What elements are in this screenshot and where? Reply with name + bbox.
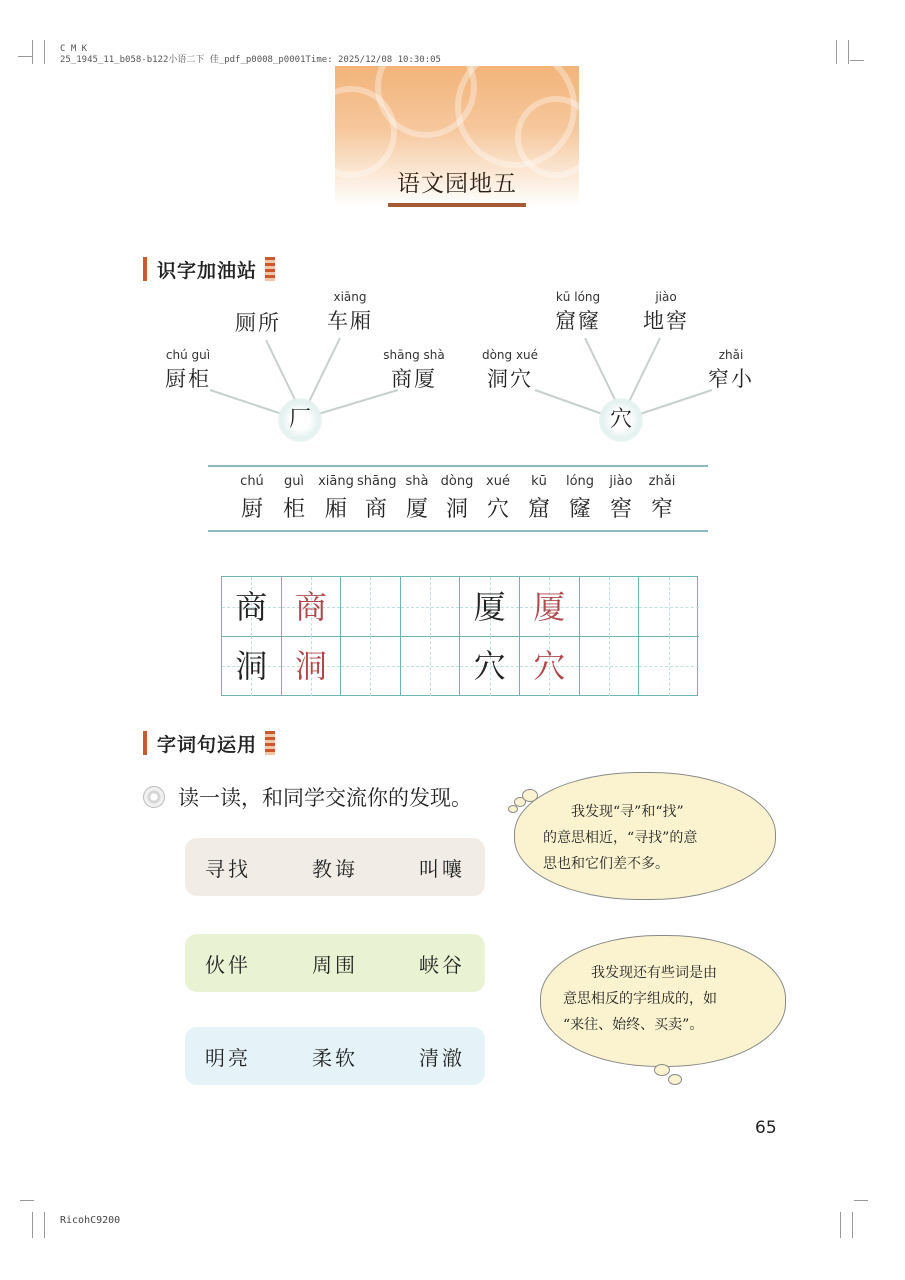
grid-cell	[282, 636, 342, 696]
hanzi: 厕所	[235, 311, 281, 335]
word: 清澈	[419, 1045, 465, 1070]
hanzi: 穴	[486, 497, 509, 522]
pinyin: chú guì	[165, 348, 211, 362]
strip-char	[520, 474, 558, 523]
web-line	[626, 338, 660, 408]
page-number: 65	[755, 1118, 777, 1138]
model-char: 厦	[473, 588, 506, 626]
strip-char	[438, 474, 476, 523]
radical-hub: 穴	[599, 398, 643, 442]
crop-mark	[44, 1212, 45, 1238]
web-line	[210, 390, 288, 416]
strip-char	[643, 474, 681, 523]
strip-char	[317, 474, 355, 523]
web-word	[634, 290, 698, 335]
printer-label: RicohC9200	[60, 1215, 121, 1226]
grid-cell	[460, 577, 520, 637]
hanzi: 厢	[324, 497, 347, 522]
unit-title: 语文园地五	[397, 171, 517, 197]
grid-cell[interactable]	[639, 636, 699, 696]
crop-mark	[20, 1200, 34, 1201]
strip-char	[233, 474, 271, 523]
pinyin: zhǎi	[648, 474, 676, 489]
grid-cell[interactable]	[401, 577, 461, 637]
word: 寻找	[205, 856, 251, 881]
strip-char	[602, 474, 640, 523]
hanzi: 柜	[282, 497, 305, 522]
hanzi: 商厦	[391, 367, 437, 391]
bubble-text: 的意思相近，“寻找”的意	[543, 830, 698, 846]
hanzi: 商	[364, 497, 387, 522]
word: 教诲	[312, 856, 358, 881]
hanzi: 窟窿	[555, 309, 601, 333]
word: 伙伴	[205, 952, 251, 977]
grid-cell[interactable]	[580, 577, 640, 637]
grid-cell	[460, 636, 520, 696]
print-job-info: 25_1945_11_b058-b122小语二下 佳_pdf_p0008_p0001Time: 2025/12/08 10:30:05	[60, 55, 441, 65]
pinyin: xué	[486, 474, 510, 489]
thought-bubble	[540, 935, 786, 1067]
grid-cell[interactable]	[639, 577, 699, 637]
web-line	[640, 390, 712, 414]
crop-mark	[854, 1200, 868, 1201]
hanzi: 地窖	[643, 309, 689, 333]
section-title: 识字加油站	[157, 259, 258, 282]
pinyin	[226, 292, 290, 307]
hanzi: 窿	[568, 497, 591, 522]
thought-dot	[654, 1064, 670, 1076]
bubble-text: 我发现还有些词是由	[591, 965, 717, 981]
hanzi: 厨柜	[165, 367, 211, 391]
strip-char	[275, 474, 313, 523]
pinyin: xiāng	[318, 474, 354, 489]
grid-cell[interactable]	[341, 577, 401, 637]
section-header-word-use	[143, 729, 275, 757]
web-word	[478, 348, 542, 393]
trace-char: 厦	[533, 588, 566, 626]
word-group	[185, 838, 485, 896]
web-word	[226, 292, 290, 337]
hanzi: 厨	[240, 497, 263, 522]
trace-char: 洞	[294, 647, 327, 685]
web-word	[546, 290, 610, 335]
bubble-text: “来往、始终、买卖”。	[563, 1017, 704, 1033]
thought-bubble	[514, 772, 776, 900]
pinyin: xiāng	[333, 290, 367, 304]
word: 明亮	[205, 1045, 251, 1070]
word-group	[185, 1027, 485, 1085]
pinyin: guì	[283, 474, 305, 489]
grid-cell	[222, 577, 282, 637]
strip-char	[561, 474, 599, 523]
writing-grid	[221, 576, 698, 696]
pinyin: kū lóng	[555, 290, 601, 304]
pinyin: zhǎi	[718, 348, 744, 362]
grid-cell	[520, 636, 580, 696]
pinyin: jiào	[655, 290, 677, 304]
word-web-lines	[0, 0, 905, 470]
hanzi: 窟	[527, 497, 550, 522]
exercise-bullet-icon	[143, 786, 165, 808]
web-line	[535, 390, 608, 416]
web-line	[306, 338, 340, 408]
pinyin: chú	[240, 474, 264, 489]
strip-char	[357, 474, 395, 523]
web-word	[318, 290, 382, 335]
model-char: 穴	[473, 647, 506, 685]
web-line	[318, 390, 398, 414]
crop-mark	[840, 1212, 841, 1238]
hanzi: 窄	[650, 497, 673, 522]
strip-char	[479, 474, 517, 523]
word: 峡谷	[419, 952, 465, 977]
hanzi: 洞	[445, 497, 468, 522]
section-bar	[143, 731, 147, 755]
hanzi: 窖	[609, 497, 632, 522]
model-char: 商	[235, 588, 268, 626]
grid-cell	[520, 577, 580, 637]
trace-char: 穴	[533, 647, 566, 685]
hanzi: 窄小	[708, 367, 754, 391]
radical-hub: 厂	[278, 398, 322, 442]
word: 周围	[312, 952, 358, 977]
section-title: 字词句运用	[157, 733, 258, 756]
grid-cell[interactable]	[341, 636, 401, 696]
pinyin: jiào	[609, 474, 633, 489]
pinyin: lóng	[565, 474, 595, 489]
thought-dot	[668, 1074, 682, 1085]
model-char: 洞	[235, 647, 268, 685]
print-color-marks: C M K	[60, 44, 88, 54]
word: 叫嚷	[419, 856, 465, 881]
hanzi: 洞穴	[487, 367, 533, 391]
strip-char	[398, 474, 436, 523]
strip-top-line	[208, 465, 708, 467]
trace-char: 商	[294, 588, 327, 626]
pinyin: dòng	[440, 474, 474, 489]
pinyin: shāng shà	[383, 348, 445, 362]
strip-bottom-line	[208, 530, 708, 532]
grid-cell	[222, 636, 282, 696]
crop-mark	[32, 1212, 33, 1238]
web-word	[700, 348, 762, 393]
grid-cell[interactable]	[580, 636, 640, 696]
hanzi: 车厢	[327, 309, 373, 333]
word-group	[185, 934, 485, 992]
word: 柔软	[312, 1045, 358, 1070]
grid-cell	[282, 577, 342, 637]
web-word	[380, 348, 448, 393]
web-word	[156, 348, 220, 393]
section-bar-striped	[265, 731, 275, 755]
pinyin: dòng xué	[481, 348, 539, 362]
grid-cell[interactable]	[401, 636, 461, 696]
hanzi: 厦	[405, 497, 428, 522]
exercise-prompt: 读一读，和同学交流你的发现。	[178, 786, 472, 810]
pinyin: shāng	[357, 474, 397, 489]
bubble-text: 思也和它们差不多。	[543, 856, 669, 872]
crop-mark	[852, 1212, 853, 1238]
bubble-text: 我发现“寻”和“找”	[571, 804, 684, 820]
pinyin: shà	[405, 474, 429, 489]
bubble-text: 意思相反的字组成的，如	[563, 991, 717, 1007]
pinyin: kū	[531, 474, 547, 489]
